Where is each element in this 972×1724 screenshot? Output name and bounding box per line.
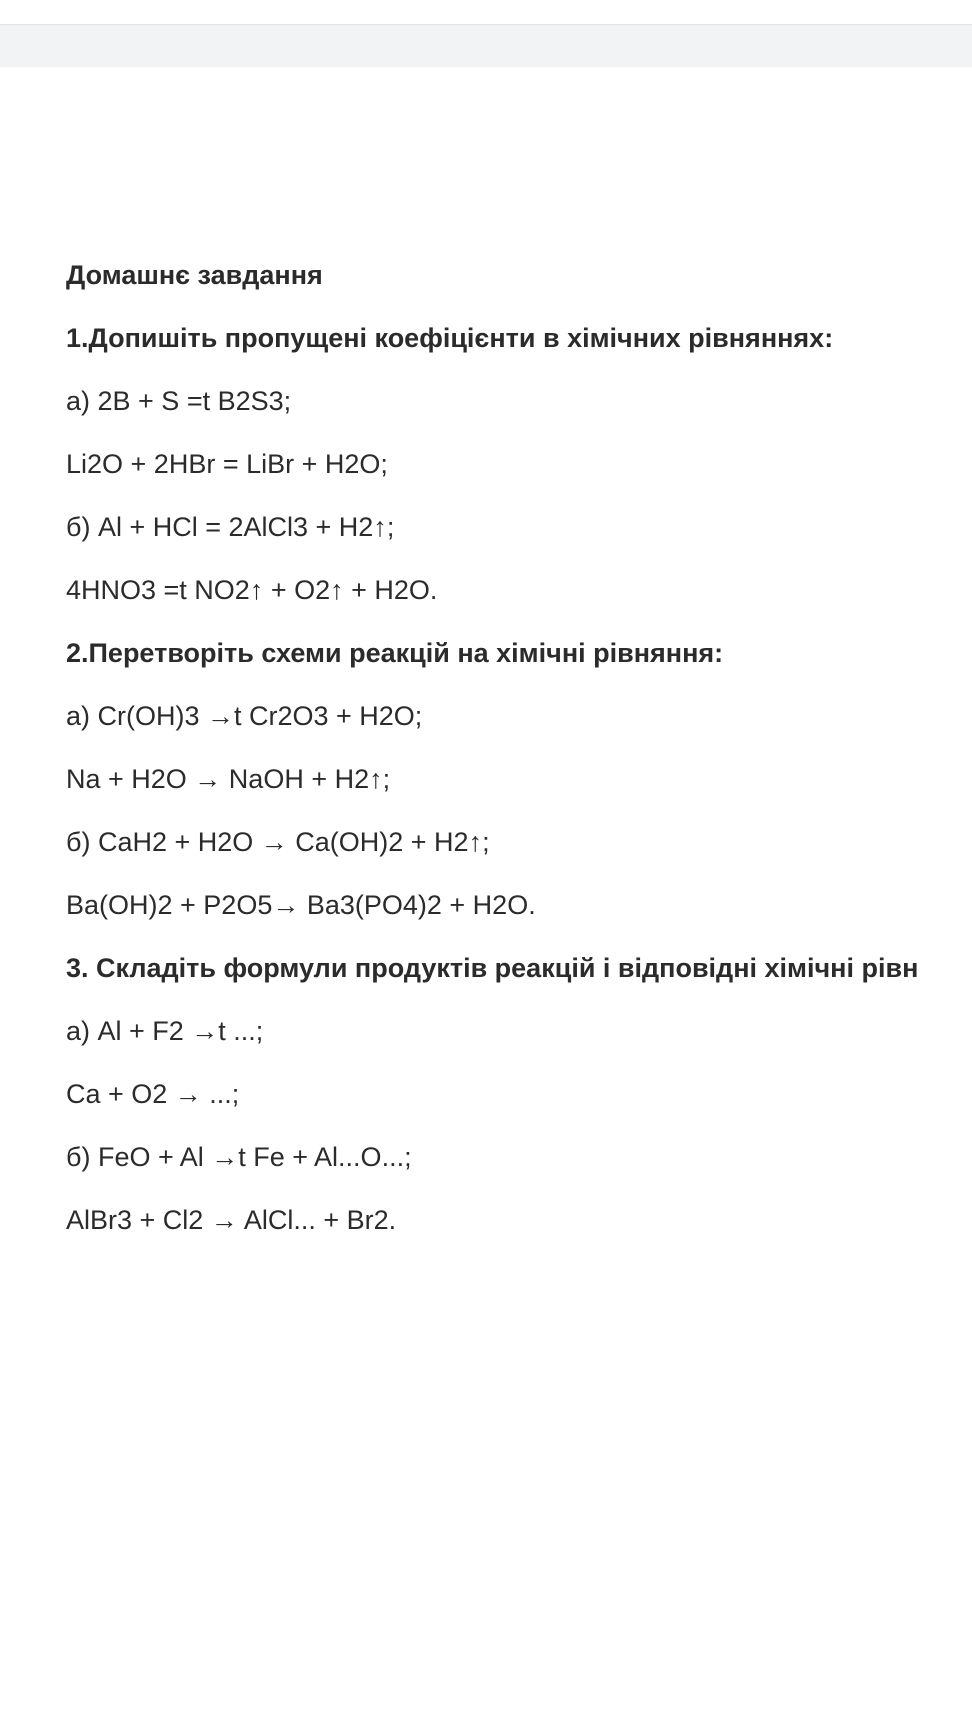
task-line: 2.Перетворіть схеми реакцій на хімічні рівняння: [66,638,724,668]
task-line: Li2O + 2HBr = LiBr + H2O; [66,449,388,479]
task-line: а) Al + F2 →t ...; [66,1016,264,1046]
homework-document [66,252,972,1260]
task-line: 1.Допишіть пропущені коефіцієнти в хімічних рівняннях: [66,323,834,353]
task-line: AlBr3 + Cl2 → AlCl... + Br2. [66,1205,397,1235]
task-line: Na + H2O → NaOH + H2↑; [66,764,391,794]
top-bar [0,0,972,25]
task-line: б) Al + HCl = 2AlCl3 + H2↑; [66,512,395,542]
header-band [0,25,972,67]
document-title: Домашнє завдання [66,260,323,290]
task-line: б) FeO + Al →t Fe + Al...O...; [66,1142,412,1172]
task-line: 4HNO3 =t NO2↑ + O2↑ + H2O. [66,575,438,605]
task-line: а) Cr(OH)3 →t Cr2O3 + H2O; [66,701,423,731]
task-line: а) 2B + S =t B2S3; [66,386,292,416]
task-line: 3. Складіть формули продуктів реакцій і відповідні хімічні рівн [66,953,919,983]
task-line: б) CaH2 + H2O → Ca(OH)2 + H2↑; [66,827,490,857]
task-line: Ba(OH)2 + P2O5→ Ba3(PO4)2 + H2O. [66,890,536,920]
task-line: Ca + O2 → ...; [66,1079,240,1109]
